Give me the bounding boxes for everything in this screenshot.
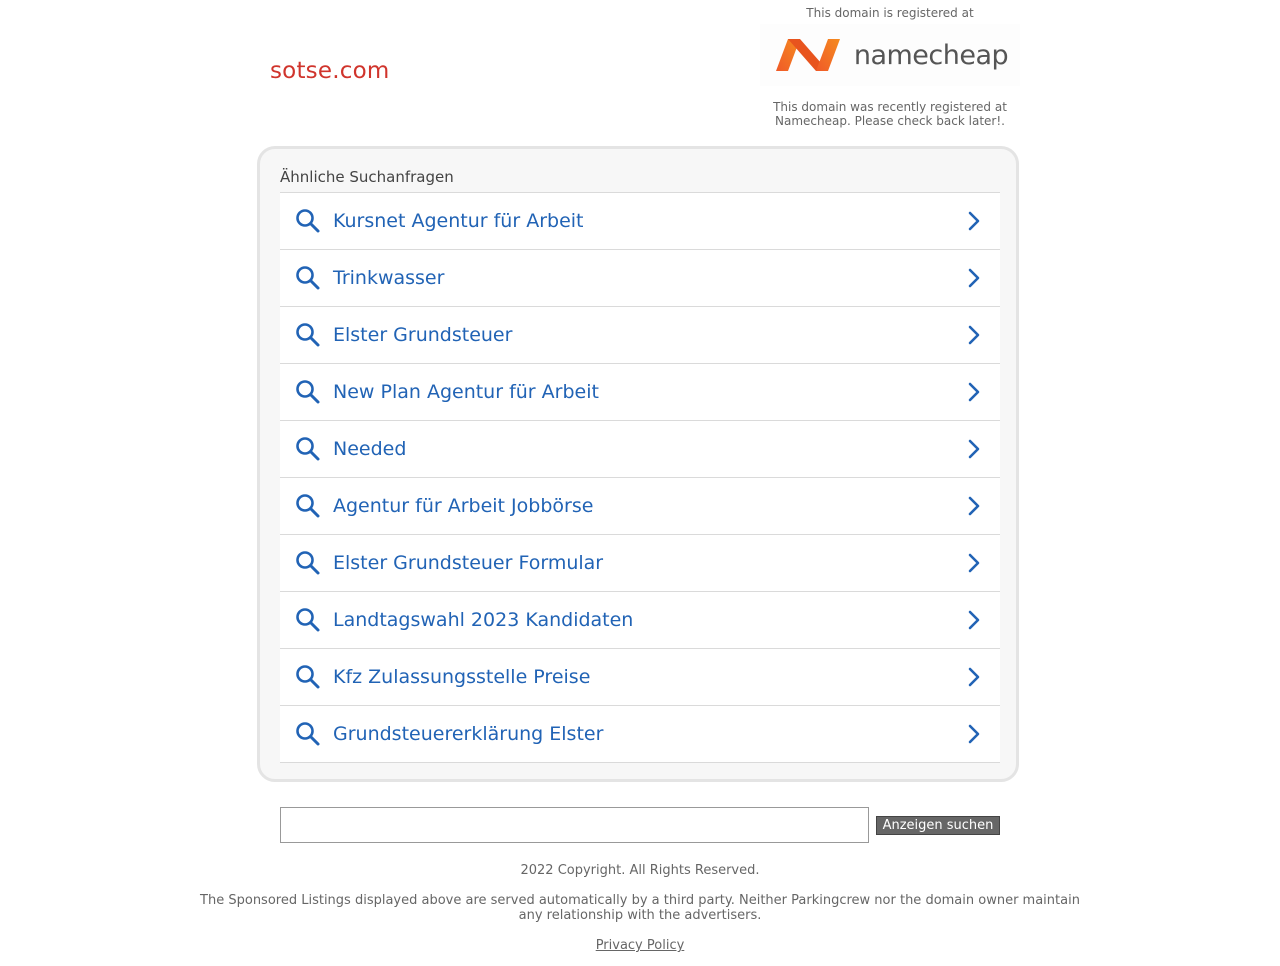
chevron-right-icon [965,381,983,403]
search-input[interactable] [280,807,869,843]
related-search-label: Elster Grundsteuer [333,324,513,346]
search-icon [294,720,322,748]
search-icon [294,264,322,292]
search-icon [294,435,322,463]
related-search-item[interactable] [280,250,1000,307]
related-search-item[interactable] [280,421,1000,478]
registrar-logo-text: namecheap [853,39,1009,71]
related-search-item[interactable] [280,535,1000,592]
related-search-label: Kursnet Agentur für Arbeit [333,210,584,232]
privacy-wrapper [0,938,1280,953]
related-search-item[interactable] [280,193,1000,250]
search-icon [294,378,322,406]
disclaimer-text [0,893,1280,923]
search-icon [294,207,322,235]
related-search-label: Kfz Zulassungsstelle Preise [333,666,591,688]
chevron-right-icon [965,438,983,460]
search-icon [294,549,322,577]
related-search-item[interactable] [280,478,1000,535]
related-searches-title: Ähnliche Suchanfragen [280,168,454,186]
related-search-label: Needed [333,438,407,460]
search-icon [294,663,322,691]
chevron-right-icon [965,267,983,289]
chevron-right-icon [965,495,983,517]
search-icon [294,606,322,634]
registrar-panel [760,4,1020,128]
related-search-item[interactable] [280,649,1000,706]
related-search-item[interactable] [280,307,1000,364]
related-search-label: Trinkwasser [333,267,445,289]
chevron-right-icon [965,210,983,232]
privacy-policy-link[interactable]: Privacy Policy [595,938,685,953]
search-icon [294,321,322,349]
registrar-heading: This domain is registered at [806,6,974,20]
copyright-text: 2022 Copyright. All Rights Reserved. [520,863,760,878]
registrar-note-line1: This domain was recently registered at [773,100,1007,114]
chevron-right-icon [965,552,983,574]
domain-name[interactable]: sotse.com [270,58,390,84]
related-search-label: Landtagswahl 2023 Kandidaten [333,609,634,631]
related-search-label: Grundsteuererklärung Elster [333,723,604,745]
related-search-item[interactable] [280,364,1000,421]
registrar-note-line2: Namecheap. Please check back later!. [775,114,1005,128]
chevron-right-icon [965,723,983,745]
registrar-logo[interactable] [760,24,1020,86]
chevron-right-icon [965,324,983,346]
related-search-item[interactable] [280,706,1000,763]
related-search-label: Agentur für Arbeit Jobbörse [333,495,594,517]
chevron-right-icon [965,666,983,688]
related-searches-list [280,192,1000,763]
registrar-note [760,100,1020,128]
search-ads-button[interactable]: Anzeigen suchen [876,816,1000,835]
related-search-label: New Plan Agentur für Arbeit [333,381,599,403]
search-icon [294,492,322,520]
namecheap-logo-icon [772,35,844,75]
related-search-item[interactable] [280,592,1000,649]
related-search-label: Elster Grundsteuer Formular [333,552,604,574]
disclaimer-content: The Sponsored Listings displayed above are served automatically by a third party. Neither Parkingcrew nor the domain owner maintain any relationship with the advertisers. [200,893,1080,923]
chevron-right-icon [965,609,983,631]
